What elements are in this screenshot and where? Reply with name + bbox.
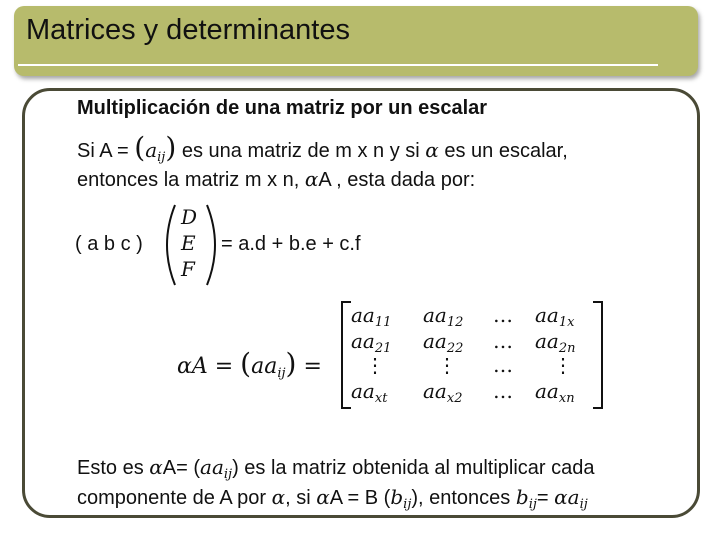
matrix-cell: $aa_{12}$ [423, 303, 464, 330]
slide-title: Matrices y determinantes [26, 14, 350, 46]
line3-suffix: ) es la matriz obtenida al multiplicar cada [232, 457, 595, 479]
alpha-symbol: α [316, 485, 330, 509]
line4-alpha-a: αa [554, 485, 580, 509]
matrix-cell: ⋮ [365, 353, 385, 377]
alpha-symbol: α [271, 485, 286, 509]
line4-si: , si [285, 487, 317, 509]
matrix-cell: $aa_{2n}$ [535, 329, 576, 356]
row-vector: ( a b c ) [75, 233, 143, 255]
col-vector-f: F [181, 257, 195, 281]
matrix-cell: ⋮ [553, 353, 573, 377]
matrix-cell: ⋮ [437, 353, 457, 377]
section-heading: Multiplicación de una matriz por un escalar [77, 97, 488, 119]
line3-prefix: Esto es [77, 457, 150, 479]
line1-suffix: es un escalar, [438, 140, 568, 162]
matrix-cell: $aa_{22}$ [423, 329, 464, 356]
line4-element: b [390, 485, 404, 509]
matrix-cell: … [493, 379, 513, 403]
alpha-symbol: α [149, 455, 163, 479]
line3-element: aa [200, 455, 224, 479]
line4-b: b [515, 485, 529, 509]
line4-subscript: ij [403, 497, 412, 512]
matrix-cell: $aa_{x2}$ [423, 379, 463, 406]
alpha-symbol: α [304, 167, 319, 191]
matrix-cell: $aa_{xn}$ [535, 379, 575, 406]
matrix-cell: … [493, 303, 513, 327]
line4-equals: = [536, 487, 555, 509]
matrix-left-bracket [341, 301, 351, 409]
matrix-right-bracket [593, 301, 603, 409]
title-bar [14, 6, 698, 76]
col-vector-d: D [181, 205, 198, 229]
matrix-cell: … [493, 329, 513, 353]
line1-element: a [145, 138, 158, 162]
dot-product-result: = a.d + b.e + c.f [221, 233, 361, 255]
equation-equals: = [303, 354, 322, 379]
equation-subscript: ij [277, 366, 286, 381]
content-panel [22, 88, 700, 518]
equation-lhs-text: αA = [177, 354, 241, 379]
line4-prefix: componente de A por [77, 487, 272, 509]
matrix-cell: $aa_{11}$ [351, 303, 392, 330]
line1-middle: es una matriz de m x n y si [176, 140, 426, 162]
eq-close-paren: ) [285, 347, 297, 380]
line2-suffix: A , esta dada por: [318, 169, 476, 191]
line2-prefix: entonces la matriz m x n, [77, 169, 305, 191]
matrix-cell: $aa_{xt}$ [351, 379, 388, 406]
open-paren: ( [134, 131, 146, 164]
equation-lhs [177, 347, 322, 381]
conclusion-line-2 [77, 485, 588, 512]
definition-line-2 [77, 167, 475, 192]
equation-element: aa [251, 354, 278, 379]
line4-b-sub: ij [528, 497, 537, 512]
line4-eq-b: A = B ( [329, 487, 391, 509]
line1-prefix: Si A = [77, 140, 135, 162]
matrix-cell: $aa_{21}$ [351, 329, 392, 356]
line3-subscript: ij [223, 467, 233, 482]
title-underline [18, 64, 658, 66]
line4-alpha-a-sub: ij [579, 497, 588, 512]
alpha-symbol: α [425, 138, 439, 162]
eq-open-paren: ( [240, 347, 252, 380]
matrix-cell: $aa_{1x}$ [535, 303, 575, 330]
definition-line-1 [77, 131, 568, 165]
close-paren: ) [165, 131, 177, 164]
matrix-cell: … [493, 353, 513, 377]
line3-alpha-a: A= ( [162, 457, 201, 479]
col-vector-e: E [181, 231, 196, 255]
line1-subscript: ij [157, 150, 166, 165]
line4-entonces: ), entonces [411, 487, 516, 509]
conclusion-line-1 [77, 455, 594, 482]
